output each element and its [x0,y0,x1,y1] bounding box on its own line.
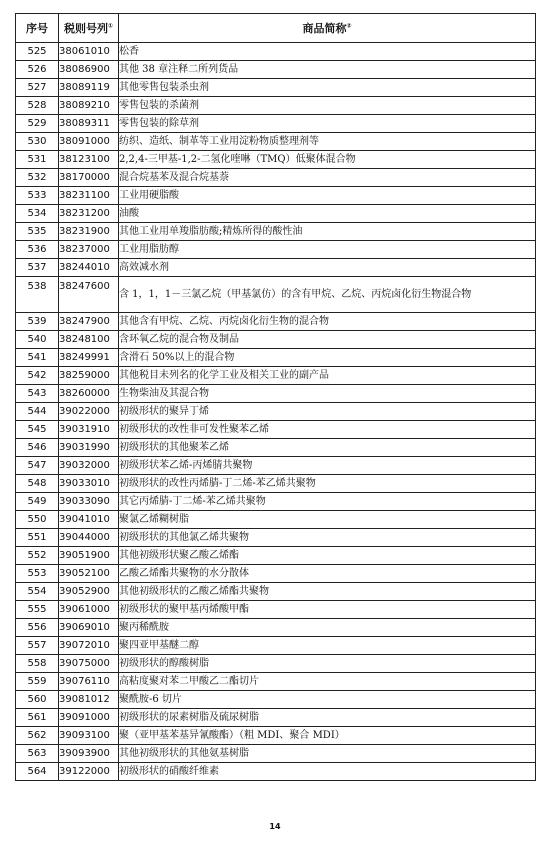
row-tariff-code: 39051900 [59,547,119,565]
row-tariff-code: 38089311 [59,115,119,133]
header-name-label: 商品简称 [302,22,347,35]
table-row [16,403,536,421]
row-index: 530 [16,133,59,151]
row-index: 525 [16,43,59,61]
row-index: 528 [16,97,59,115]
table-row [16,331,536,349]
table-row [16,43,536,61]
table-row [16,79,536,97]
row-product-name: 其他 38 章注释二所列货品 [119,61,536,79]
table-row [16,493,536,511]
row-tariff-code: 39093100 [59,727,119,745]
row-tariff-code: 38248100 [59,331,119,349]
table-row [16,367,536,385]
row-index: 551 [16,529,59,547]
table-row [16,169,536,187]
row-index: 548 [16,475,59,493]
row-tariff-code: 38123100 [59,151,119,169]
table-header-row [16,14,536,43]
row-index: 532 [16,169,59,187]
row-index: 558 [16,655,59,673]
row-product-name: 聚丙稀酰胺 [119,619,536,637]
row-product-name: 混合烷基苯及混合烷基萘 [119,169,536,187]
row-tariff-code: 38260000 [59,385,119,403]
row-product-name: 初级形状的其他氯乙烯共聚物 [119,529,536,547]
row-product-name: 初级形状的硝酸纤维素 [119,763,536,781]
row-product-name: 2,2,4-三甲基-1,2-二氢化喹啉（TMQ）低聚体混合物 [119,151,536,169]
row-product-name: 含 1，1，1－三氯乙烷（甲基氯仿）的含有甲烷、乙烷、丙烷卤化衍生物混合物 [119,277,536,313]
table-row [16,709,536,727]
table-row [16,61,536,79]
row-tariff-code: 39091000 [59,709,119,727]
table-row [16,115,536,133]
row-product-name: 聚氯乙烯糊树脂 [119,511,536,529]
row-product-name: 含滑石 50%以上的混合物 [119,349,536,367]
row-index: 543 [16,385,59,403]
row-tariff-code: 38170000 [59,169,119,187]
row-product-name: 零售包装的除草剂 [119,115,536,133]
header-name-footnote-mark: ② [346,22,352,30]
row-tariff-code: 38231200 [59,205,119,223]
table-row [16,511,536,529]
row-tariff-code: 39052100 [59,565,119,583]
table-row [16,637,536,655]
header-index-label: 序号 [26,22,48,35]
row-index: 556 [16,619,59,637]
row-product-name: 聚酰胺-6 切片 [119,691,536,709]
row-product-name: 含环氧乙烷的混合物及制品 [119,331,536,349]
row-product-name: 油酸 [119,205,536,223]
table-row [16,277,536,313]
row-tariff-code: 38247900 [59,313,119,331]
row-index: 536 [16,241,59,259]
table-row [16,133,536,151]
row-index: 557 [16,637,59,655]
table-row [16,223,536,241]
row-product-name: 生物柴油及其混合物 [119,385,536,403]
table-row [16,457,536,475]
table-row [16,205,536,223]
row-index: 546 [16,439,59,457]
row-index: 553 [16,565,59,583]
row-index: 538 [16,277,59,313]
table-row [16,241,536,259]
row-product-name: 初级形状的其他聚苯乙烯 [119,439,536,457]
row-product-name: 初级形状的聚异丁烯 [119,403,536,421]
row-index: 537 [16,259,59,277]
table-row [16,97,536,115]
row-product-name: 零售包装的杀菌剂 [119,97,536,115]
row-product-name: 其他税目未列名的化学工业及相关工业的副产品 [119,367,536,385]
row-product-name: 其他工业用单羧脂肪酸;精炼所得的酸性油 [119,223,536,241]
row-index: 560 [16,691,59,709]
table-row [16,439,536,457]
table-row [16,259,536,277]
row-tariff-code: 39022000 [59,403,119,421]
header-name [119,14,536,43]
row-index: 531 [16,151,59,169]
tariff-table [15,13,536,781]
table-row [16,601,536,619]
row-product-name: 其他初级形状的其他氨基树脂 [119,745,536,763]
table-row [16,655,536,673]
row-index: 562 [16,727,59,745]
row-product-name: 其他初级形状聚乙酸乙烯酯 [119,547,536,565]
table-row [16,349,536,367]
row-tariff-code: 38089210 [59,97,119,115]
row-tariff-code: 38091000 [59,133,119,151]
row-tariff-code: 39044000 [59,529,119,547]
row-product-name: 聚（亚甲基苯基异氰酸酯）（粗 MDI、聚合 MDI） [119,727,536,745]
row-product-name: 其他初级形状的乙酸乙烯酯共聚物 [119,583,536,601]
row-index: 539 [16,313,59,331]
table-row [16,763,536,781]
row-tariff-code: 38086900 [59,61,119,79]
row-index: 563 [16,745,59,763]
row-tariff-code: 39052900 [59,583,119,601]
row-product-name: 乙酸乙烯酯共聚物的水分散体 [119,565,536,583]
table-row [16,727,536,745]
header-code-footnote-mark: ① [107,22,114,30]
row-product-name: 初级形状苯乙烯-丙烯腈共聚物 [119,457,536,475]
page-number: 14 [269,822,281,831]
table-body [16,43,536,781]
row-tariff-code: 38089119 [59,79,119,97]
row-tariff-code: 39033010 [59,475,119,493]
row-product-name: 纺织、造纸、制革等工业用淀粉物质整理剂等 [119,133,536,151]
header-code [59,14,119,43]
row-product-name: 其它丙烯腈-丁二烯-苯乙烯共聚物 [119,493,536,511]
row-tariff-code: 38231100 [59,187,119,205]
table-row [16,691,536,709]
row-tariff-code: 39031910 [59,421,119,439]
row-tariff-code: 38231900 [59,223,119,241]
table-row [16,583,536,601]
row-tariff-code: 39033090 [59,493,119,511]
table-row [16,547,536,565]
row-product-name: 其他含有甲烷、乙烷、丙烷卤化衍生物的混合物 [119,313,536,331]
row-index: 559 [16,673,59,691]
row-product-name: 初级形状的尿素树脂及硫尿树脂 [119,709,536,727]
row-index: 542 [16,367,59,385]
row-tariff-code: 39081012 [59,691,119,709]
row-product-name: 高效减水剂 [119,259,536,277]
row-index: 547 [16,457,59,475]
table-row [16,313,536,331]
row-product-name: 工业用脂肪醇 [119,241,536,259]
row-tariff-code: 39093900 [59,745,119,763]
row-product-name: 初级形状的改性非可发性聚苯乙烯 [119,421,536,439]
row-tariff-code: 39075000 [59,655,119,673]
row-index: 544 [16,403,59,421]
row-index: 545 [16,421,59,439]
row-tariff-code: 39031990 [59,439,119,457]
row-tariff-code: 39032000 [59,457,119,475]
row-index: 535 [16,223,59,241]
row-index: 534 [16,205,59,223]
row-product-name: 工业用硬脂酸 [119,187,536,205]
row-tariff-code: 38237000 [59,241,119,259]
row-product-name: 松香 [119,43,536,61]
row-tariff-code: 39076110 [59,673,119,691]
row-tariff-code: 39061000 [59,601,119,619]
row-product-name: 初级形状的聚甲基丙烯酸甲酯 [119,601,536,619]
table-row [16,187,536,205]
row-tariff-code: 38249991 [59,349,119,367]
row-tariff-code: 39122000 [59,763,119,781]
row-product-name: 聚四亚甲基醚二醇 [119,637,536,655]
table-row [16,565,536,583]
table-row [16,151,536,169]
row-index: 533 [16,187,59,205]
header-code-label: 税则号列 [63,22,108,35]
row-index: 527 [16,79,59,97]
row-product-name: 高粘度聚对苯二甲酸乙二酯切片 [119,673,536,691]
row-index: 552 [16,547,59,565]
row-index: 526 [16,61,59,79]
row-tariff-code: 38061010 [59,43,119,61]
row-index: 564 [16,763,59,781]
row-index: 554 [16,583,59,601]
header-index [16,14,59,43]
row-tariff-code: 39072010 [59,637,119,655]
row-index: 555 [16,601,59,619]
table-row [16,475,536,493]
row-product-name: 其他零售包装杀虫剂 [119,79,536,97]
table-row [16,529,536,547]
table-row [16,421,536,439]
table-row [16,745,536,763]
table-row [16,619,536,637]
row-index: 541 [16,349,59,367]
row-index: 549 [16,493,59,511]
row-tariff-code: 38244010 [59,259,119,277]
row-index: 550 [16,511,59,529]
table-row [16,673,536,691]
row-index: 540 [16,331,59,349]
row-tariff-code: 39069010 [59,619,119,637]
row-tariff-code: 38259000 [59,367,119,385]
row-tariff-code: 38247600 [59,277,119,313]
row-index: 561 [16,709,59,727]
row-product-name: 初级形状的改性丙烯腈-丁二烯-苯乙烯共聚物 [119,475,536,493]
row-tariff-code: 39041010 [59,511,119,529]
table-row [16,385,536,403]
row-product-name: 初级形状的醇酸树脂 [119,655,536,673]
row-index: 529 [16,115,59,133]
